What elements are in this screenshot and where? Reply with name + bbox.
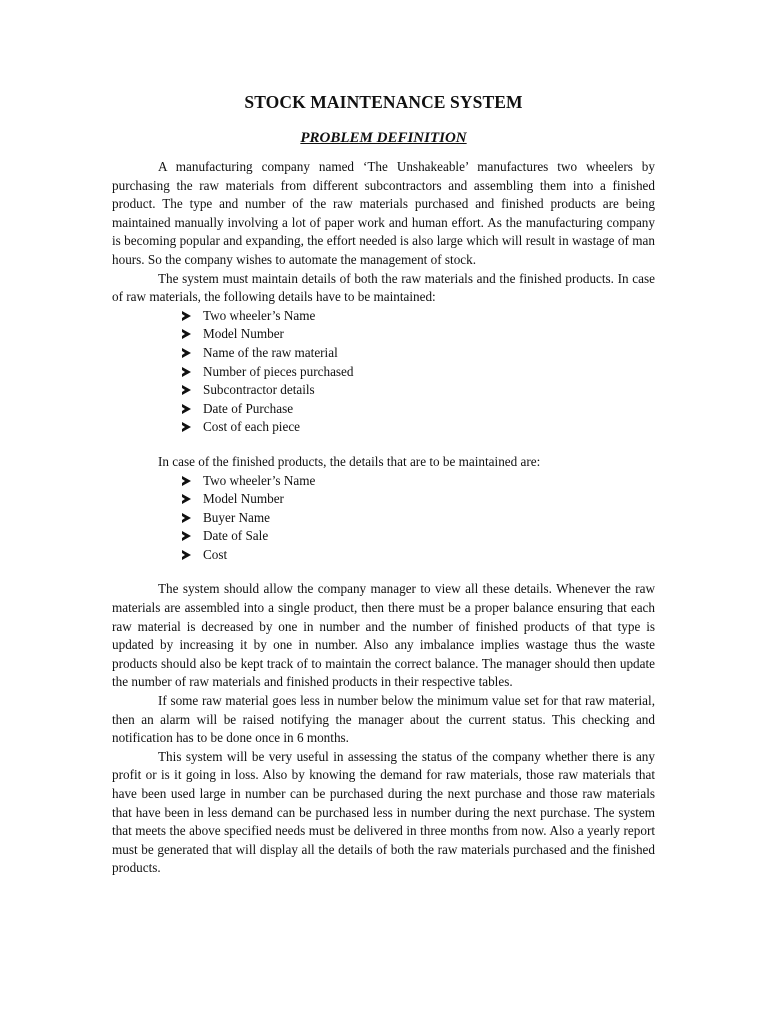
paragraph-alarm: If some raw material goes less in number below the minimum value set for that raw material, then an alarm will be raised notifying the manager about the current status. This checking and notification has to be done once in 6 months. — [112, 693, 655, 746]
paragraph-usefulness: This system will be very useful in assessing the status of the company whether there is any profit or is it going in loss. Also by knowing the demand for raw materials, those raw materials that have been used large in number can be purchased during the next purchase and those raw materials that have been in less demand can be purchased less in number during the next purchase. The system that meets the above specified needs must be delivered in three months from now. Also a yearly report must be generated that will display all the details of both the raw materials purchased and the finished products. — [112, 748, 655, 876]
paragraph-intro: A manufacturing company named ‘The Unshakeable’ manufactures two wheelers by purchasing the raw materials from different subcontractors and assembling them into a finished product. The type and number of the raw materials purchased and finished products are being maintained manually involving a lot of paper work and human effort. As the manufacturing company is becoming popular and expanding, the effort needed is also large which will result in wastage of man hours. So the company wishes to automate the management of stock. — [112, 159, 655, 267]
list-item: Model Number — [182, 325, 655, 344]
arrow-bullet-icon — [182, 329, 191, 339]
arrow-bullet-icon — [182, 513, 191, 523]
list-item: Buyer Name — [182, 509, 655, 528]
document-page — [112, 88, 655, 878]
list-item: Two wheeler’s Name — [182, 472, 655, 491]
spacer — [112, 564, 655, 580]
document-title: STOCK MAINTENANCE SYSTEM — [244, 92, 523, 112]
list-item: Two wheeler’s Name — [182, 307, 655, 326]
arrow-bullet-icon — [182, 494, 191, 504]
arrow-bullet-icon — [182, 531, 191, 541]
arrow-bullet-icon — [182, 385, 191, 395]
arrow-bullet-icon — [182, 422, 191, 432]
list-item: Number of pieces purchased — [182, 363, 655, 382]
section-heading: PROBLEM DEFINITION — [300, 130, 467, 146]
arrow-bullet-icon — [182, 404, 191, 414]
finished-product-details-list — [112, 472, 655, 565]
list-item: Subcontractor details — [182, 381, 655, 400]
arrow-bullet-icon — [182, 367, 191, 377]
list-item: Cost — [182, 546, 655, 565]
list-item: Cost of each piece — [182, 418, 655, 437]
paragraph-raw-materials: The system must maintain details of both the raw materials and the finished products. In case of raw materials, the following details have to be maintained: — [112, 270, 655, 305]
arrow-bullet-icon — [182, 348, 191, 358]
spacer — [112, 437, 655, 453]
raw-material-details-list — [112, 307, 655, 437]
list-item: Name of the raw material — [182, 344, 655, 363]
arrow-bullet-icon — [182, 476, 191, 486]
arrow-bullet-icon — [182, 550, 191, 560]
list-item: Model Number — [182, 490, 655, 509]
paragraph-manager-view: The system should allow the company manager to view all these details. Whenever the raw materials are assembled into a single product, then there must be a proper balance ensuring that each raw material is decreased by one in number and the number of finished products of that type is updated by increasing it by one in number. Also any imbalance implies wastage thus the waste products should also be kept track of to maintain the correct balance. The manager should then update the number of raw materials and finished products in their respective tables. — [112, 581, 655, 690]
paragraph-finished-products: In case of the finished products, the details that are to be maintained are: — [158, 453, 541, 469]
list-item: Date of Purchase — [182, 400, 655, 419]
list-item: Date of Sale — [182, 527, 655, 546]
arrow-bullet-icon — [182, 311, 191, 321]
